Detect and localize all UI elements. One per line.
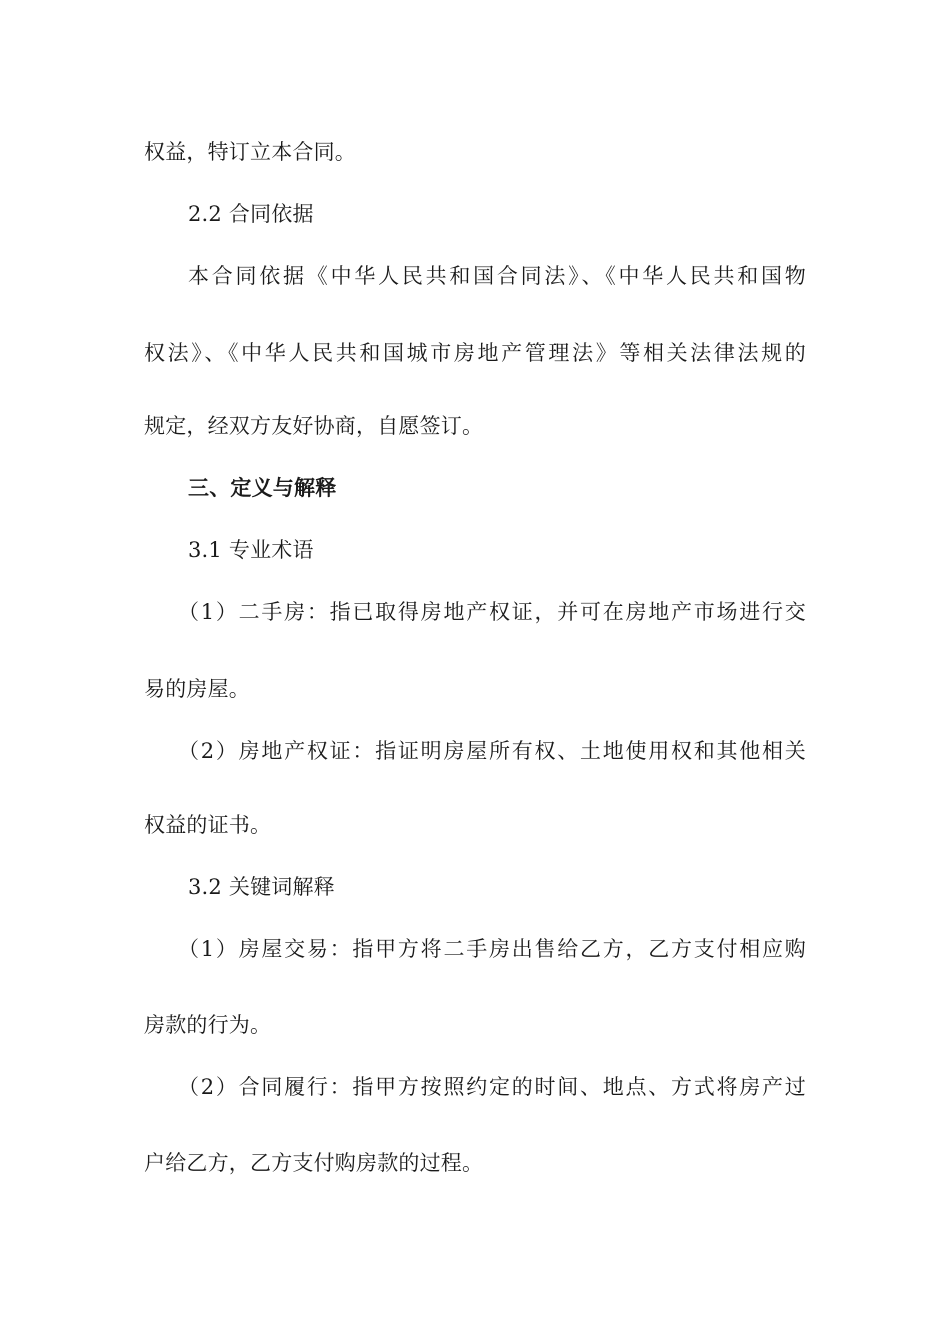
paragraph-line: 易的房屋。 — [144, 677, 250, 701]
paragraph-line: 户给乙方，乙方支付购房款的过程。 — [144, 1151, 484, 1175]
section-heading-3-1: 3.1 专业术语 — [188, 538, 314, 562]
paragraph-line: 权益的证书。 — [144, 813, 272, 837]
definition-item: （1）二手房：指已取得房地产权证，并可在房地产市场进行交 — [178, 600, 806, 624]
definition-item: （2）合同履行：指甲方按照约定的时间、地点、方式将房产过 — [178, 1075, 806, 1099]
paragraph-line: 权法》、《中华人民共和国城市房地产管理法》等相关法律法规的 — [144, 341, 806, 365]
paragraph-line: 本合同依据《中华人民共和国合同法》、《中华人民共和国物 — [188, 264, 806, 288]
paragraph-line: 权益，特订立本合同。 — [144, 140, 356, 164]
definition-item: （2）房地产权证：指证明房屋所有权、土地使用权和其他相关 — [178, 739, 806, 763]
section-heading-2-2: 2.2 合同依据 — [188, 202, 314, 226]
chapter-heading: 三、定义与解释 — [188, 476, 337, 500]
paragraph-line: 规定，经双方友好协商，自愿签订。 — [144, 414, 484, 438]
section-heading-3-2: 3.2 关键词解释 — [188, 875, 335, 899]
definition-item: （1）房屋交易：指甲方将二手房出售给乙方，乙方支付相应购 — [178, 937, 806, 961]
paragraph-line: 房款的行为。 — [144, 1013, 272, 1037]
